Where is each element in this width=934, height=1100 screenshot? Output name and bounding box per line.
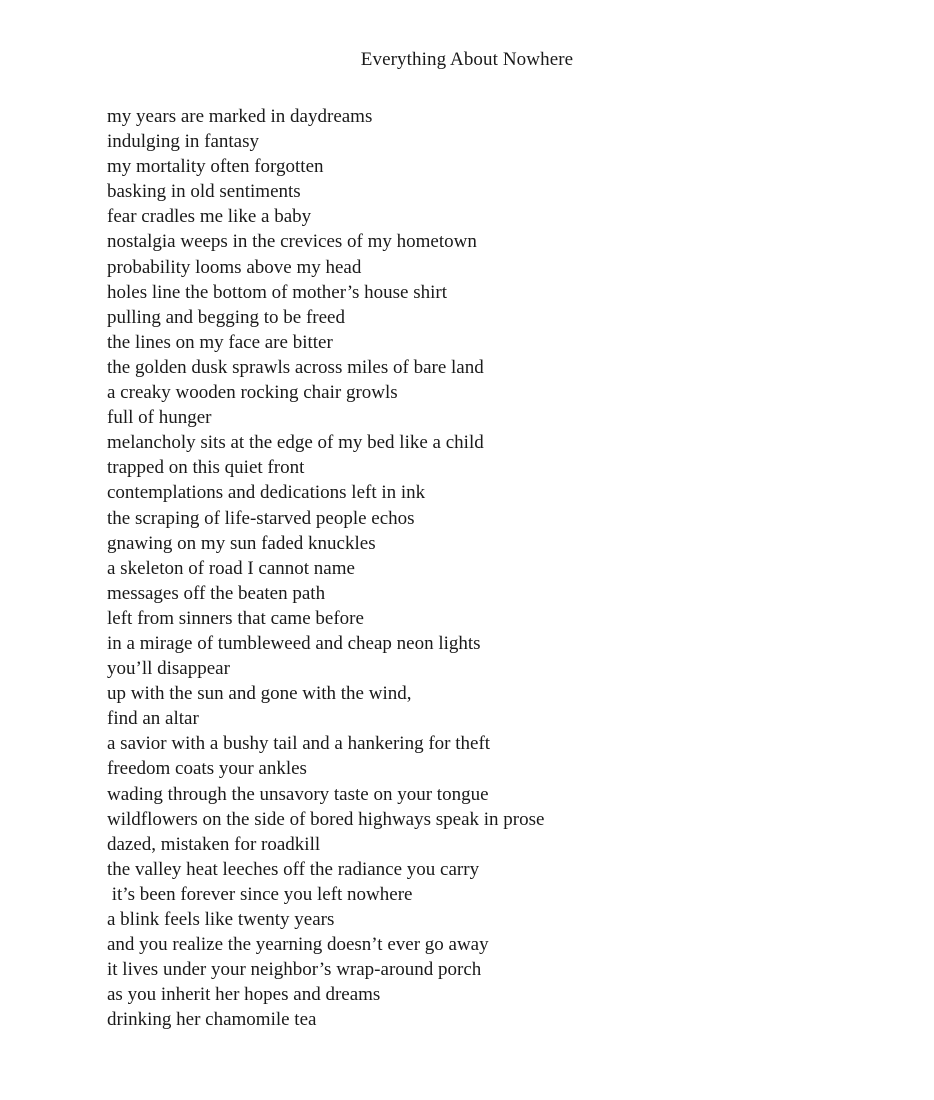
poem-line: the valley heat leeches off the radiance you carry [107,858,480,880]
poem-line: freedom coats your ankles [107,758,307,780]
poem-line: you’ll disappear [107,658,230,680]
poem-line: the scraping of life-starved people echos [107,507,415,529]
poem-line: the golden dusk sprawls across miles of bare land [107,356,484,378]
poem-line: trapped on this quiet front [107,457,305,479]
poem-line: the lines on my face are bitter [107,331,333,353]
poem-line: my years are marked in daydreams [107,106,373,127]
poem-line: pulling and begging to be freed [107,306,345,328]
poem-line: wading through the unsavory taste on your tongue [107,783,489,805]
poem-line: gnawing on my sun faded knuckles [107,532,376,554]
poem-line: basking in old sentiments [107,181,301,203]
poem-line: messages off the beaten path [107,582,326,604]
poem-line: a creaky wooden rocking chair growls [107,382,398,404]
poem-line: a blink feels like twenty years [107,909,335,930]
poem-line: probability looms above my head [107,256,362,278]
poem-line: in a mirage of tumbleweed and cheap neon lights [107,632,481,654]
poem-line: a skeleton of road I cannot name [107,557,355,579]
poem-line: melancholy sits at the edge of my bed like a child [107,432,484,454]
poem-line: drinking her chamomile tea [107,1009,317,1031]
poem-line: my mortality often forgotten [107,156,324,178]
poem-line: find an altar [107,708,199,730]
poem-line: nostalgia weeps in the crevices of my hometown [107,231,477,253]
poem-line: dazed, mistaken for roadkill [107,833,321,855]
poem-line: and you realize the yearning doesn’t ever go away [107,934,489,956]
poem-line: full of hunger [107,407,212,429]
poem-body [107,104,544,1032]
poem-line: it lives under your neighbor’s wrap-around porch [107,959,482,981]
poem-line: left from sinners that came before [107,607,364,629]
poem-line: wildflowers on the side of bored highways speak in prose [107,808,545,830]
poem-line: it’s been forever since you left nowhere [107,883,413,905]
poem-title: Everything About Nowhere [360,49,574,70]
poem-line: up with the sun and gone with the wind, [107,683,412,705]
poem-line: contemplations and dedications left in ink [107,482,426,504]
poem-line: holes line the bottom of mother’s house shirt [107,281,448,303]
poem-line: fear cradles me like a baby [107,206,312,228]
poem-line: indulging in fantasy [107,131,259,153]
poem-line: as you inherit her hopes and dreams [107,984,381,1006]
poem-line: a savior with a bushy tail and a hankering for theft [107,733,491,755]
